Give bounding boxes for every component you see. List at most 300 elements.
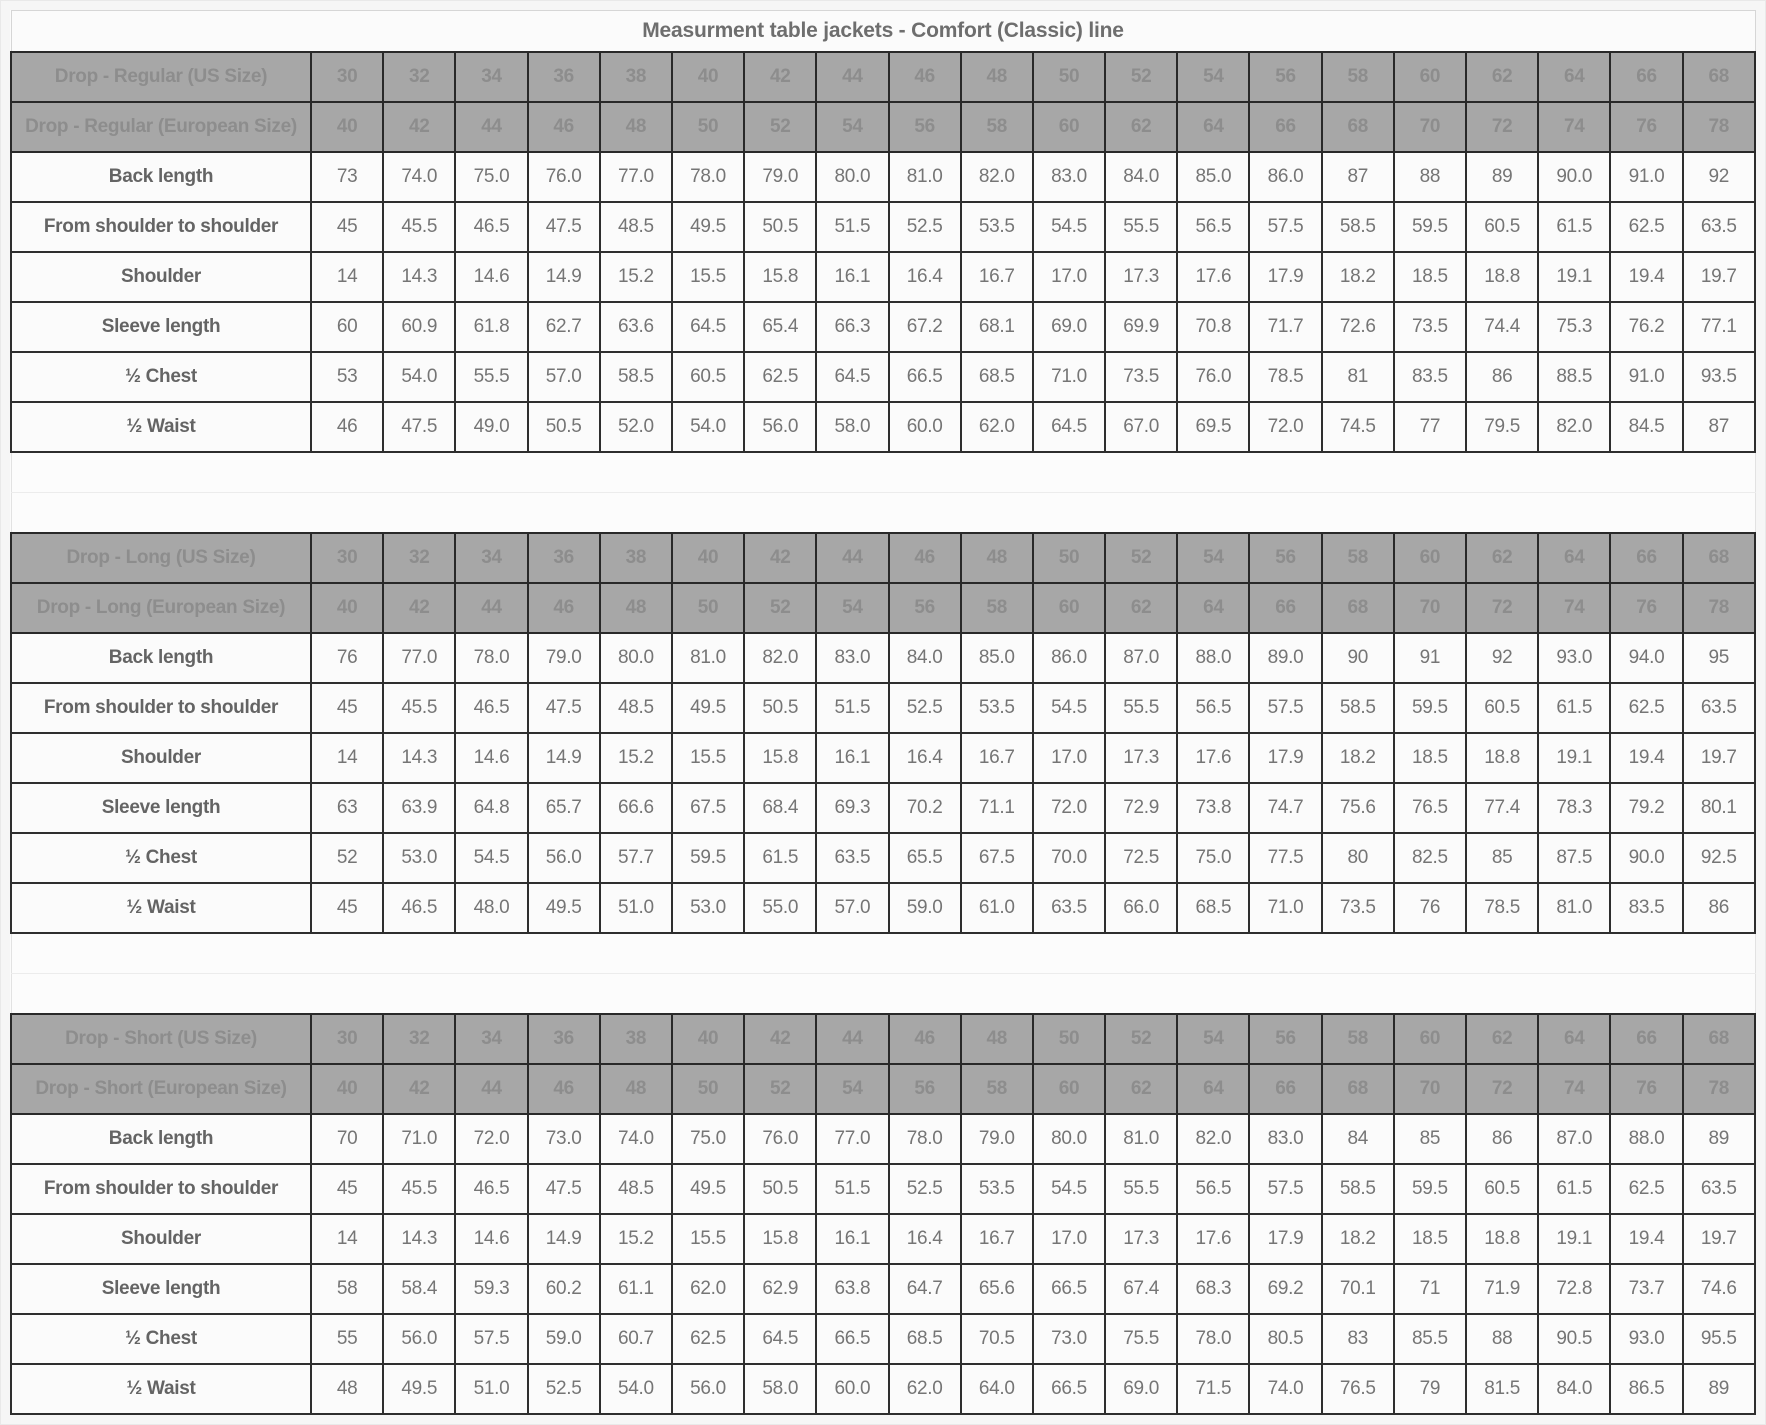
size-cell: 32 [383, 52, 455, 102]
measurement-value-cell: 78.0 [1177, 1314, 1249, 1364]
size-cell: 40 [311, 102, 383, 152]
measurement-value-cell: 94.0 [1610, 633, 1682, 683]
measurement-row [11, 1314, 1755, 1364]
measurement-value-cell: 77.4 [1466, 783, 1538, 833]
measurement-value-cell: 59.0 [889, 883, 961, 933]
measurement-value-cell: 48 [311, 1364, 383, 1414]
measurement-value-cell: 52 [311, 833, 383, 883]
measurement-value-cell: 69.2 [1249, 1264, 1321, 1314]
measurement-value-cell: 49.5 [383, 1364, 455, 1414]
measurement-value-cell: 71.0 [383, 1114, 455, 1164]
measurement-value-cell: 81.0 [889, 152, 961, 202]
measurement-value-cell: 52.5 [889, 683, 961, 733]
measurement-value-cell: 92 [1466, 633, 1538, 683]
measurement-value-cell: 68.5 [1177, 883, 1249, 933]
measurement-value-cell: 79.0 [528, 633, 600, 683]
measurement-value-cell: 93.0 [1610, 1314, 1682, 1364]
measurement-value-cell: 93.5 [1683, 352, 1755, 402]
measurement-value-cell: 74.5 [1322, 402, 1394, 452]
measurement-value-cell: 66.3 [816, 302, 888, 352]
measurement-value-cell: 69.0 [1033, 302, 1105, 352]
measurement-value-cell: 56.0 [744, 402, 816, 452]
size-cell: 62 [1105, 102, 1177, 152]
size-cell: 56 [1249, 1014, 1321, 1064]
size-cell: 66 [1610, 1014, 1682, 1064]
measurement-value-cell: 52.5 [889, 202, 961, 252]
size-row-label: Drop - Regular (European Size) [11, 102, 311, 152]
size-cell: 70 [1394, 1064, 1466, 1114]
measurement-value-cell: 84.0 [889, 633, 961, 683]
measurement-value-cell: 69.0 [1105, 1364, 1177, 1414]
measurement-value-cell: 84 [1322, 1114, 1394, 1164]
title-row [11, 11, 1755, 53]
measurement-value-cell: 73.5 [1322, 883, 1394, 933]
measurement-value-cell: 62.5 [672, 1314, 744, 1364]
measurement-value-cell: 77.0 [600, 152, 672, 202]
measurement-value-cell: 73.7 [1610, 1264, 1682, 1314]
size-cell: 78 [1683, 1064, 1755, 1114]
measurement-value-cell: 45 [311, 883, 383, 933]
measurement-row-label: Back length [11, 1114, 311, 1164]
measurement-row-label: Sleeve length [11, 1264, 311, 1314]
measurement-value-cell: 66.5 [889, 352, 961, 402]
size-cell: 72 [1466, 102, 1538, 152]
size-cell: 46 [889, 533, 961, 583]
measurement-value-cell: 71.9 [1466, 1264, 1538, 1314]
measurement-value-cell: 86 [1466, 352, 1538, 402]
size-cell: 58 [1322, 1014, 1394, 1064]
size-cell: 56 [889, 583, 961, 633]
measurement-value-cell: 14.9 [528, 733, 600, 783]
measurement-value-cell: 15.2 [600, 252, 672, 302]
measurement-value-cell: 76.0 [1177, 352, 1249, 402]
size-cell: 56 [1249, 52, 1321, 102]
size-cell: 52 [1105, 52, 1177, 102]
size-cell: 40 [311, 1064, 383, 1114]
measurement-value-cell: 86 [1683, 883, 1755, 933]
measurement-value-cell: 54.0 [600, 1364, 672, 1414]
size-cell: 56 [889, 1064, 961, 1114]
measurement-value-cell: 18.5 [1394, 252, 1466, 302]
size-cell: 52 [744, 1064, 816, 1114]
size-cell: 40 [672, 533, 744, 583]
size-cell: 44 [455, 583, 527, 633]
size-cell: 62 [1466, 52, 1538, 102]
measurement-value-cell: 17.3 [1105, 733, 1177, 783]
measurement-row-label: Sleeve length [11, 302, 311, 352]
measurement-value-cell: 59.0 [528, 1314, 600, 1364]
measurement-value-cell: 14.6 [455, 733, 527, 783]
size-cell: 60 [1033, 102, 1105, 152]
measurement-value-cell: 46.5 [455, 202, 527, 252]
measurement-value-cell: 50.5 [744, 202, 816, 252]
measurement-value-cell: 63.5 [816, 833, 888, 883]
measurement-value-cell: 16.4 [889, 733, 961, 783]
measurement-value-cell: 19.7 [1683, 252, 1755, 302]
measurement-value-cell: 67.4 [1105, 1264, 1177, 1314]
measurement-value-cell: 55.5 [1105, 1164, 1177, 1214]
measurement-value-cell: 87.0 [1538, 1114, 1610, 1164]
measurement-value-cell: 50.5 [528, 402, 600, 452]
measurement-value-cell: 63 [311, 783, 383, 833]
measurement-value-cell: 58.4 [383, 1264, 455, 1314]
measurement-value-cell: 62.0 [672, 1264, 744, 1314]
measurement-value-cell: 78.0 [672, 152, 744, 202]
size-row-us [11, 1014, 1755, 1064]
measurement-value-cell: 74.0 [1249, 1364, 1321, 1414]
section-gap-row [11, 493, 1755, 534]
measurement-value-cell: 72.5 [1105, 833, 1177, 883]
measurement-value-cell: 49.5 [672, 1164, 744, 1214]
measurement-value-cell: 67.0 [1105, 402, 1177, 452]
measurement-value-cell: 89 [1683, 1364, 1755, 1414]
measurement-value-cell: 51.0 [600, 883, 672, 933]
measurement-value-cell: 56.5 [1177, 683, 1249, 733]
measurement-value-cell: 45.5 [383, 1164, 455, 1214]
measurement-value-cell: 58.0 [816, 402, 888, 452]
size-cell: 64 [1538, 1014, 1610, 1064]
size-cell: 36 [528, 52, 600, 102]
size-cell: 38 [600, 533, 672, 583]
measurement-row [11, 302, 1755, 352]
measurement-value-cell: 53 [311, 352, 383, 402]
measurement-value-cell: 55.5 [1105, 202, 1177, 252]
measurement-value-cell: 70.0 [1033, 833, 1105, 883]
measurement-value-cell: 51.5 [816, 202, 888, 252]
measurement-value-cell: 57.7 [600, 833, 672, 883]
measurement-value-cell: 45.5 [383, 202, 455, 252]
measurement-value-cell: 55.5 [1105, 683, 1177, 733]
measurement-value-cell: 71.0 [1249, 883, 1321, 933]
size-cell: 66 [1610, 52, 1682, 102]
size-cell: 76 [1610, 102, 1682, 152]
measurement-value-cell: 47.5 [528, 202, 600, 252]
measurement-value-cell: 58.5 [1322, 1164, 1394, 1214]
measurement-value-cell: 83.0 [1249, 1114, 1321, 1164]
measurement-value-cell: 16.4 [889, 1214, 961, 1264]
size-cell: 54 [1177, 1014, 1249, 1064]
measurement-row-label: ½ Waist [11, 1364, 311, 1414]
measurement-value-cell: 78.5 [1249, 352, 1321, 402]
size-cell: 52 [1105, 533, 1177, 583]
measurement-value-cell: 54.5 [1033, 683, 1105, 733]
measurement-value-cell: 83.5 [1394, 352, 1466, 402]
measurement-row-label: ½ Chest [11, 833, 311, 883]
measurement-value-cell: 63.5 [1683, 1164, 1755, 1214]
size-cell: 54 [816, 583, 888, 633]
measurement-value-cell: 65.6 [961, 1264, 1033, 1314]
measurement-value-cell: 45.5 [383, 683, 455, 733]
measurement-value-cell: 15.5 [672, 252, 744, 302]
measurement-value-cell: 91.0 [1610, 352, 1682, 402]
measurement-value-cell: 86.5 [1610, 1364, 1682, 1414]
measurement-value-cell: 76.0 [744, 1114, 816, 1164]
measurement-value-cell: 48.5 [600, 1164, 672, 1214]
measurement-value-cell: 90.0 [1610, 833, 1682, 883]
measurement-value-cell: 67.5 [961, 833, 1033, 883]
measurement-value-cell: 69.5 [1177, 402, 1249, 452]
measurement-value-cell: 64.5 [672, 302, 744, 352]
measurement-value-cell: 59.5 [672, 833, 744, 883]
measurement-value-cell: 80.0 [1033, 1114, 1105, 1164]
measurement-value-cell: 88 [1466, 1314, 1538, 1364]
section-gap-cell [11, 452, 1755, 493]
measurement-value-cell: 63.9 [383, 783, 455, 833]
measurement-value-cell: 14.9 [528, 1214, 600, 1264]
size-cell: 46 [528, 583, 600, 633]
measurement-value-cell: 19.1 [1538, 252, 1610, 302]
measurement-row [11, 152, 1755, 202]
measurement-value-cell: 85 [1466, 833, 1538, 883]
measurement-value-cell: 73.8 [1177, 783, 1249, 833]
measurement-value-cell: 70.1 [1322, 1264, 1394, 1314]
measurement-value-cell: 61.8 [455, 302, 527, 352]
measurement-value-cell: 63.6 [600, 302, 672, 352]
measurement-table [10, 10, 1756, 1415]
size-row-label: Drop - Short (European Size) [11, 1064, 311, 1114]
measurement-value-cell: 77 [1394, 402, 1466, 452]
measurement-row [11, 883, 1755, 933]
size-cell: 38 [600, 1014, 672, 1064]
measurement-value-cell: 63.5 [1033, 883, 1105, 933]
size-cell: 78 [1683, 583, 1755, 633]
size-cell: 66 [1249, 1064, 1321, 1114]
measurement-value-cell: 74.4 [1466, 302, 1538, 352]
measurement-value-cell: 83 [1322, 1314, 1394, 1364]
measurement-value-cell: 58.5 [1322, 202, 1394, 252]
size-cell: 50 [672, 1064, 744, 1114]
size-cell: 74 [1538, 1064, 1610, 1114]
size-cell: 62 [1105, 583, 1177, 633]
measurement-value-cell: 68.3 [1177, 1264, 1249, 1314]
measurement-value-cell: 75.3 [1538, 302, 1610, 352]
measurement-value-cell: 18.8 [1466, 1214, 1538, 1264]
size-cell: 36 [528, 533, 600, 583]
size-cell: 48 [961, 52, 1033, 102]
measurement-value-cell: 79.0 [961, 1114, 1033, 1164]
measurement-value-cell: 55.5 [455, 352, 527, 402]
measurement-value-cell: 15.8 [744, 252, 816, 302]
measurement-row-label: ½ Waist [11, 402, 311, 452]
measurement-value-cell: 52.5 [889, 1164, 961, 1214]
size-cell: 44 [455, 102, 527, 152]
measurement-row [11, 683, 1755, 733]
measurement-value-cell: 78.0 [889, 1114, 961, 1164]
size-cell: 52 [744, 583, 816, 633]
measurement-value-cell: 83.0 [816, 633, 888, 683]
measurement-value-cell: 68.5 [889, 1314, 961, 1364]
measurement-row [11, 1114, 1755, 1164]
measurement-value-cell: 84.5 [1610, 402, 1682, 452]
size-cell: 44 [455, 1064, 527, 1114]
size-row-label: Drop - Long (US Size) [11, 533, 311, 583]
size-cell: 64 [1177, 583, 1249, 633]
size-cell: 52 [1105, 1014, 1177, 1064]
measurement-value-cell: 14 [311, 252, 383, 302]
size-row-european [11, 583, 1755, 633]
measurement-value-cell: 55.0 [744, 883, 816, 933]
size-cell: 64 [1177, 102, 1249, 152]
measurement-value-cell: 95 [1683, 633, 1755, 683]
measurement-value-cell: 15.2 [600, 1214, 672, 1264]
measurement-value-cell: 72.0 [1033, 783, 1105, 833]
measurement-value-cell: 85 [1394, 1114, 1466, 1164]
measurement-value-cell: 65.4 [744, 302, 816, 352]
measurement-value-cell: 46 [311, 402, 383, 452]
size-cell: 58 [961, 583, 1033, 633]
measurement-value-cell: 68.1 [961, 302, 1033, 352]
size-cell: 66 [1249, 102, 1321, 152]
measurement-value-cell: 82.0 [1538, 402, 1610, 452]
section-gap-cell [11, 974, 1755, 1015]
measurement-value-cell: 85.5 [1394, 1314, 1466, 1364]
size-cell: 68 [1322, 1064, 1394, 1114]
size-cell: 54 [1177, 533, 1249, 583]
measurement-value-cell: 57.5 [1249, 202, 1321, 252]
measurement-value-cell: 45 [311, 202, 383, 252]
measurement-value-cell: 86.0 [1249, 152, 1321, 202]
measurement-table-body [11, 52, 1755, 1414]
size-cell: 72 [1466, 583, 1538, 633]
measurement-value-cell: 45 [311, 683, 383, 733]
size-cell: 30 [311, 533, 383, 583]
measurement-value-cell: 66.0 [1105, 883, 1177, 933]
measurement-value-cell: 61.0 [961, 883, 1033, 933]
measurement-value-cell: 88 [1394, 152, 1466, 202]
size-cell: 48 [600, 1064, 672, 1114]
measurement-value-cell: 80.1 [1683, 783, 1755, 833]
measurement-row-label: ½ Chest [11, 352, 311, 402]
measurement-value-cell: 87 [1322, 152, 1394, 202]
size-cell: 48 [961, 1014, 1033, 1064]
measurement-value-cell: 18.5 [1394, 733, 1466, 783]
measurement-row [11, 733, 1755, 783]
measurement-value-cell: 74.0 [383, 152, 455, 202]
size-cell: 34 [455, 52, 527, 102]
measurement-value-cell: 95.5 [1683, 1314, 1755, 1364]
measurement-value-cell: 14 [311, 733, 383, 783]
measurement-value-cell: 46.5 [455, 683, 527, 733]
measurement-value-cell: 16.7 [961, 252, 1033, 302]
size-cell: 58 [961, 1064, 1033, 1114]
measurement-value-cell: 86 [1466, 1114, 1538, 1164]
measurement-value-cell: 53.0 [383, 833, 455, 883]
measurement-value-cell: 19.4 [1610, 252, 1682, 302]
size-cell: 62 [1105, 1064, 1177, 1114]
size-cell: 42 [383, 102, 455, 152]
measurement-row [11, 1264, 1755, 1314]
measurement-value-cell: 53.5 [961, 202, 1033, 252]
size-cell: 46 [528, 1064, 600, 1114]
measurement-value-cell: 67.2 [889, 302, 961, 352]
size-cell: 50 [1033, 52, 1105, 102]
measurement-value-cell: 76.5 [1322, 1364, 1394, 1414]
measurement-value-cell: 49.5 [672, 683, 744, 733]
size-cell: 60 [1394, 52, 1466, 102]
size-cell: 44 [816, 52, 888, 102]
size-cell: 72 [1466, 1064, 1538, 1114]
size-cell: 76 [1610, 583, 1682, 633]
measurement-value-cell: 82.0 [744, 633, 816, 683]
measurement-value-cell: 77.1 [1683, 302, 1755, 352]
measurement-value-cell: 72.0 [455, 1114, 527, 1164]
measurement-value-cell: 81.0 [1538, 883, 1610, 933]
measurement-value-cell: 62.9 [744, 1264, 816, 1314]
measurement-value-cell: 62.5 [744, 352, 816, 402]
measurement-value-cell: 60.5 [1466, 683, 1538, 733]
measurement-value-cell: 57.5 [455, 1314, 527, 1364]
measurement-value-cell: 77.0 [383, 633, 455, 683]
measurement-value-cell: 17.3 [1105, 1214, 1177, 1264]
measurement-value-cell: 71.5 [1177, 1364, 1249, 1414]
size-cell: 66 [1249, 583, 1321, 633]
size-cell: 34 [455, 533, 527, 583]
measurement-value-cell: 47.5 [528, 683, 600, 733]
size-cell: 74 [1538, 102, 1610, 152]
measurement-value-cell: 14.3 [383, 1214, 455, 1264]
measurement-value-cell: 54.5 [1033, 202, 1105, 252]
size-cell: 52 [744, 102, 816, 152]
size-cell: 42 [383, 1064, 455, 1114]
size-cell: 60 [1394, 1014, 1466, 1064]
measurement-row [11, 352, 1755, 402]
size-cell: 64 [1538, 52, 1610, 102]
measurement-value-cell: 17.9 [1249, 733, 1321, 783]
measurement-value-cell: 60.5 [672, 352, 744, 402]
measurement-value-cell: 60.5 [1466, 202, 1538, 252]
size-row-us [11, 52, 1755, 102]
measurement-value-cell: 79.2 [1610, 783, 1682, 833]
measurement-value-cell: 91 [1394, 633, 1466, 683]
measurement-value-cell: 76 [1394, 883, 1466, 933]
measurement-value-cell: 58.0 [744, 1364, 816, 1414]
measurement-value-cell: 71.1 [961, 783, 1033, 833]
measurement-value-cell: 77.0 [816, 1114, 888, 1164]
size-cell: 60 [1033, 583, 1105, 633]
measurement-value-cell: 55 [311, 1314, 383, 1364]
section-gap-cell [11, 493, 1755, 534]
measurement-value-cell: 70.5 [961, 1314, 1033, 1364]
measurement-value-cell: 81.0 [1105, 1114, 1177, 1164]
size-cell: 64 [1538, 533, 1610, 583]
size-cell: 36 [528, 1014, 600, 1064]
measurement-value-cell: 59.5 [1394, 202, 1466, 252]
size-cell: 68 [1322, 583, 1394, 633]
measurement-value-cell: 14.6 [455, 252, 527, 302]
measurement-value-cell: 17.6 [1177, 252, 1249, 302]
measurement-value-cell: 84.0 [1538, 1364, 1610, 1414]
measurement-value-cell: 60.5 [1466, 1164, 1538, 1214]
measurement-value-cell: 19.1 [1538, 733, 1610, 783]
size-cell: 54 [1177, 52, 1249, 102]
measurement-value-cell: 80 [1322, 833, 1394, 883]
size-row-label: Drop - Short (US Size) [11, 1014, 311, 1064]
measurement-value-cell: 88.0 [1177, 633, 1249, 683]
measurement-value-cell: 81.0 [672, 633, 744, 683]
measurement-value-cell: 68.5 [961, 352, 1033, 402]
measurement-value-cell: 75.0 [455, 152, 527, 202]
measurement-value-cell: 52.5 [528, 1364, 600, 1414]
measurement-value-cell: 57.0 [528, 352, 600, 402]
measurement-row-label: From shoulder to shoulder [11, 683, 311, 733]
measurement-value-cell: 15.5 [672, 1214, 744, 1264]
measurement-value-cell: 15.5 [672, 733, 744, 783]
size-cell: 64 [1177, 1064, 1249, 1114]
size-cell: 66 [1610, 533, 1682, 583]
measurement-value-cell: 16.1 [816, 733, 888, 783]
measurement-value-cell: 75.0 [1177, 833, 1249, 883]
measurement-value-cell: 19.7 [1683, 1214, 1755, 1264]
